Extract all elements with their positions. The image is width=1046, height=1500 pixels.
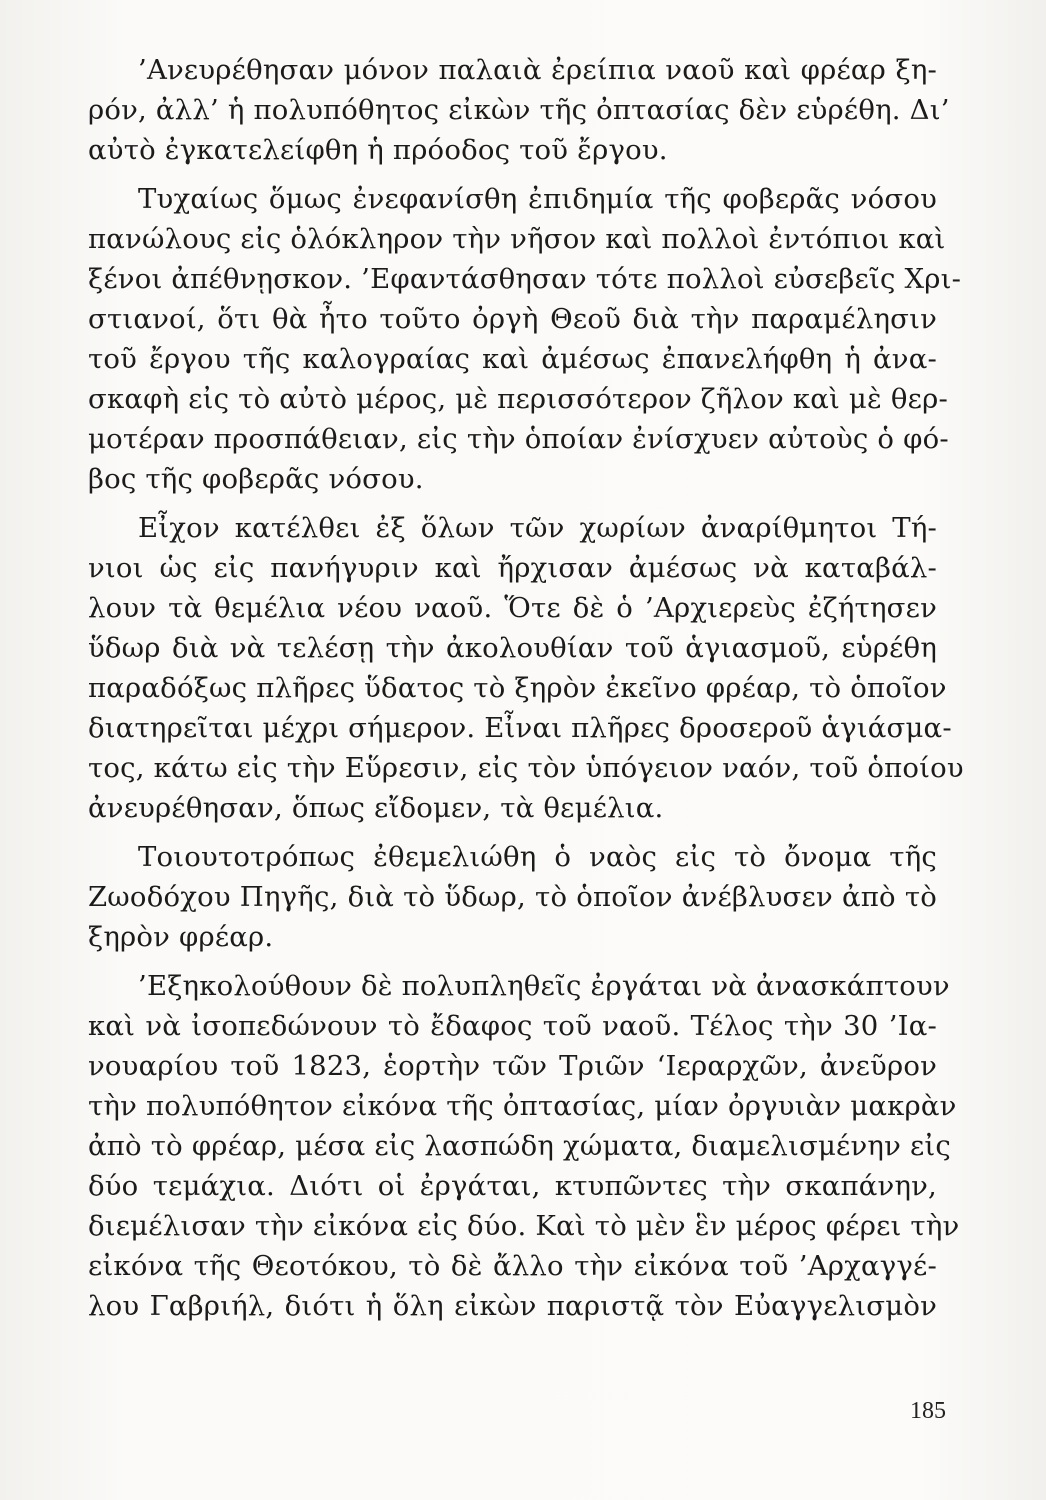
text-line: στιανοί, ὅτι θὰ ἦτο τοῦτο ὀργὴ Θεοῦ διὰ τὴν παραμέλησιν bbox=[88, 303, 937, 335]
text-line: πανώλους εἰς ὁλόκληρον τὴν νῆσον καὶ πολλοὶ ἐντόπιοι καὶ bbox=[88, 223, 946, 255]
text-line: ἀνευρέθησαν, ὅπως εἴδομεν, τὰ θεμέλια. bbox=[88, 792, 664, 824]
text-line: παραδόξως πλῆρες ὕδατος τὸ ξηρὸν ἐκεῖνο φρέαρ, τὸ ὁποῖον bbox=[88, 672, 947, 704]
text-line: ’Εξηκολούθουν δὲ πολυπληθεῖς ἐργάται νὰ ἀνασκάπτουν bbox=[138, 970, 950, 1002]
page-number: 185 bbox=[910, 1398, 946, 1424]
text-line: νουαρίου τοῦ 1823, ἑορτὴν τῶν Τριῶν ‘Ιεραρχῶν, ἀνεῦρον bbox=[88, 1050, 937, 1082]
text-line: διεμέλισαν τὴν εἰκόνα εἰς δύο. Καὶ τὸ μὲν ἓν μέρος φέρει τὴν bbox=[88, 1210, 960, 1242]
text-line: ’Ανευρέθησαν μόνον παλαιὰ ἐρείπια ναοῦ καὶ φρέαρ ξη- bbox=[138, 54, 937, 86]
paragraph-2 bbox=[88, 179, 962, 499]
text-line: ρόν, ἀλλ’ ἡ πολυπόθητος εἰκὼν τῆς ὀπτασίας δὲν εὑρέθη. Δι’ bbox=[88, 94, 950, 126]
text-line: λουν τὰ θεμέλια νέου ναοῦ. Ὅτε δὲ ὁ ’Αρχιερεὺς ἐζήτησεν bbox=[88, 592, 937, 624]
text-line: Εἶχον κατέλθει ἐξ ὅλων τῶν χωρίων ἀναρίθμητοι Τή- bbox=[138, 512, 937, 544]
text-line: αὐτὸ ἐγκατελείφθη ἡ πρόοδος τοῦ ἔργου. bbox=[88, 134, 668, 166]
text-line: σκαφὴ εἰς τὸ αὐτὸ μέρος, μὲ περισσότερον ζῆλον καὶ μὲ θερ- bbox=[88, 383, 948, 415]
text-line: καὶ νὰ ἰσοπεδώνουν τὸ ἔδαφος τοῦ ναοῦ. Τέλος τὴν 30 ’Ια- bbox=[88, 1010, 937, 1042]
text-line: τος, κάτω εἰς τὴν Εὕρεσιν, εἰς τὸν ὑπόγειον ναόν, τοῦ ὁποίου bbox=[88, 752, 964, 784]
text-line: ὕδωρ διὰ νὰ τελέσῃ τὴν ἀκολουθίαν τοῦ ἁγιασμοῦ, εὑρέθη bbox=[88, 632, 937, 664]
text-line: μοτέραν προσπάθειαν, εἰς τὴν ὁποίαν ἐνίσχυεν αὐτοὺς ὁ φό- bbox=[88, 423, 949, 455]
text-line: τοῦ ἔργου τῆς καλογραίας καὶ ἀμέσως ἐπανελήφθη ἡ ἀνα- bbox=[88, 343, 937, 375]
text-line: δύο τεμάχια. Διότι οἱ ἐργάται, κτυπῶντες τὴν σκαπάνην, bbox=[88, 1170, 937, 1202]
text-line: τὴν πολυπόθητον εἰκόνα τῆς ὀπτασίας, μίαν ὀργυιὰν μακρὰν bbox=[88, 1090, 957, 1122]
paragraph-4 bbox=[88, 837, 937, 957]
text-line: ξηρὸν φρέαρ. bbox=[88, 921, 274, 953]
paragraph-1 bbox=[88, 50, 950, 170]
text-line: εἰκόνα τῆς Θεοτόκου, τὸ δὲ ἄλλο τὴν εἰκόνα τοῦ ’Αρχαγγέ- bbox=[88, 1250, 937, 1282]
text-line: λου Γαβριήλ, διότι ἡ ὅλη εἰκὼν παριστᾷ τὸν Εὐαγγελισμὸν bbox=[88, 1290, 937, 1322]
text-line: βος τῆς φοβερᾶς νόσου. bbox=[88, 463, 424, 495]
text-line: νιοι ὡς εἰς πανήγυριν καὶ ἤρχισαν ἀμέσως νὰ καταβάλ- bbox=[88, 552, 937, 584]
text-line: Ζωοδόχου Πηγῆς, διὰ τὸ ὕδωρ, τὸ ὁποῖον ἀνέβλυσεν ἀπὸ τὸ bbox=[88, 881, 937, 913]
paragraph-3 bbox=[88, 508, 964, 828]
body-text bbox=[88, 50, 964, 1326]
text-line: ἀπὸ τὸ φρέαρ, μέσα εἰς λασπώδη χώματα, διαμελισμένην εἰς bbox=[88, 1130, 951, 1162]
text-line: Τυχαίως ὅμως ἐνεφανίσθη ἐπιδημία τῆς φοβερᾶς νόσου bbox=[138, 183, 937, 215]
text-line: ξένοι ἀπέθνῃσκον. ’Εφαντάσθησαν τότε πολλοὶ εὐσεβεῖς Χρι- bbox=[88, 263, 962, 295]
text-line: διατηρεῖται μέχρι σήμερον. Εἶναι πλῆρες δροσεροῦ ἁγιάσμα- bbox=[88, 712, 952, 744]
text-line: Τοιουτοτρόπως ἐθεμελιώθη ὁ ναὸς εἰς τὸ ὄνομα τῆς bbox=[138, 841, 937, 873]
paragraph-5 bbox=[88, 966, 960, 1326]
